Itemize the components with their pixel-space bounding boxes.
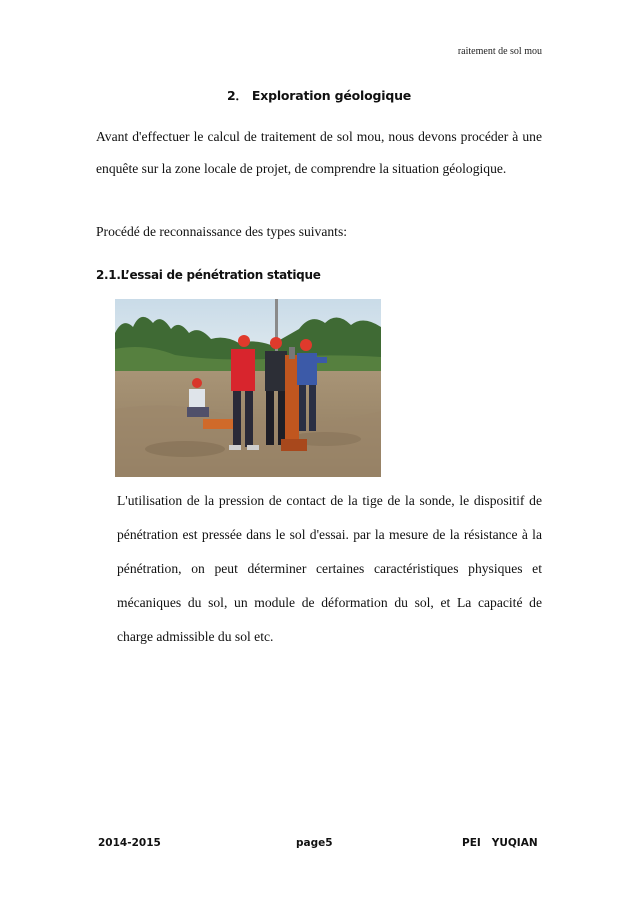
footer-year: 2014-2015	[98, 837, 161, 849]
footer-page-number: page5	[296, 837, 333, 849]
intro-paragraph: Avant d'effectuer le calcul de traitement de sol mou, nous devons procéder à une enquête sur la zone locale de projet, de comprendre la situation géologique.	[96, 129, 542, 176]
subsection-title: 2.1.L’essai de pénétration statique	[96, 268, 321, 282]
description-paragraph: L'utilisation de la pression de contact de la tige de la sonde, le dispositif de pénétration est pressée dans le sol d'essai. par la mesure de la résistance à la pénétration, on peut déterminer certaines caractéristiques physiques et mécaniques du sol, un module de déformation du sol, et La capacité de charge admissible du sol etc.	[117, 493, 542, 644]
running-header: raitement de sol mou	[457, 46, 542, 57]
field-test-photo	[115, 299, 381, 477]
section-title: 2． Exploration géologique	[226, 88, 412, 103]
procedure-paragraph: Procédé de reconnaissance des types suivants:	[96, 224, 348, 239]
footer-author: PEI YUQIAN	[462, 837, 538, 849]
